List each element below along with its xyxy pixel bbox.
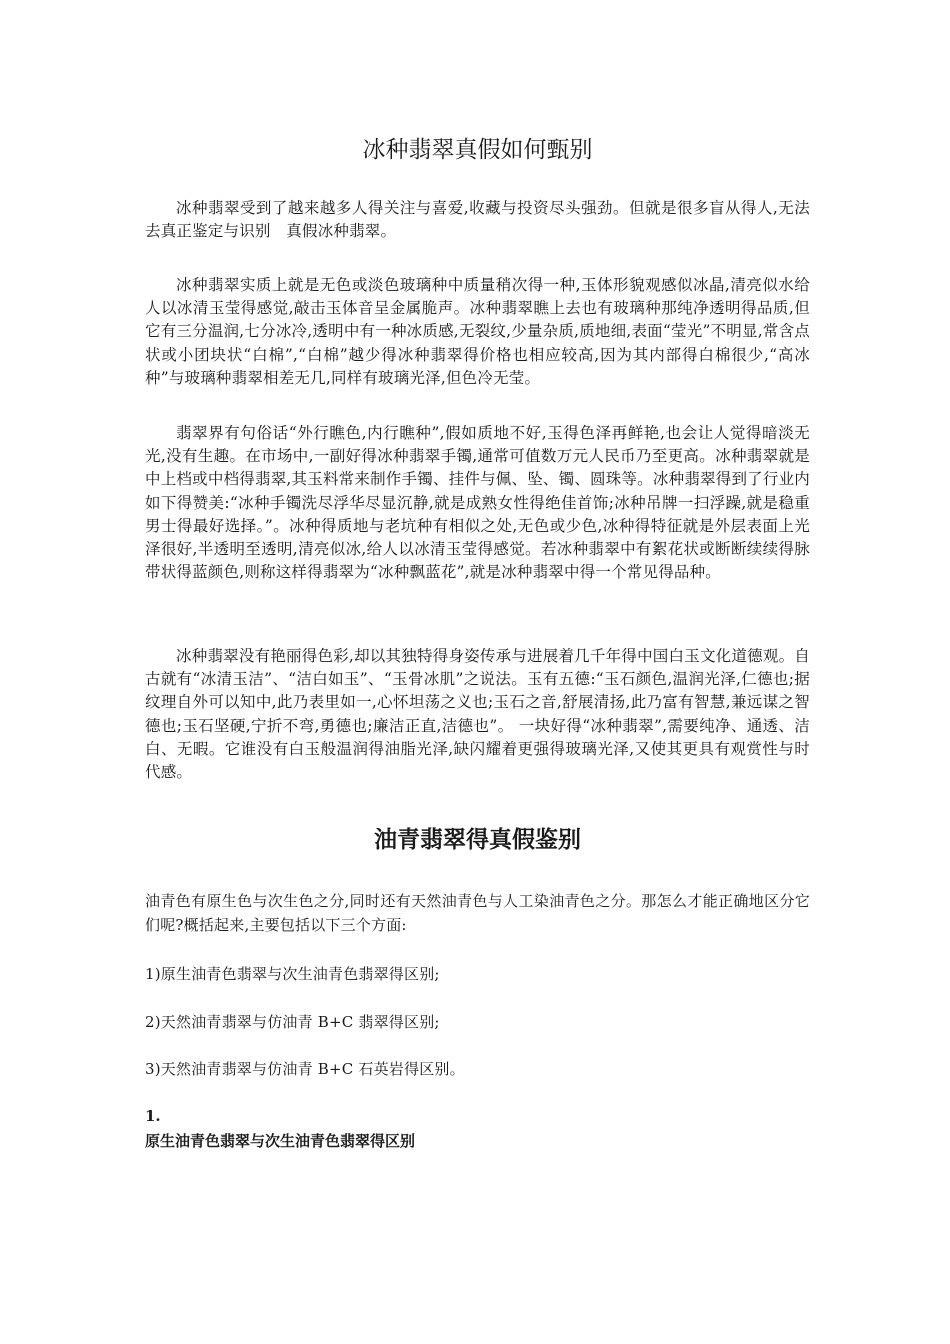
section-intro: 油青色有原生色与次生色之分,同时还有天然油青色与人工染油青色之分。那怎么才能正确地区分它们呢?概括起来,主要包括以下三个方面: bbox=[145, 892, 810, 934]
list-item-2: 2)天然油青翡翠与仿油青 B+C 翡翠得区别; bbox=[145, 1013, 440, 1031]
paragraph-culture: 冰种翡翠没有艳丽得色彩,却以其独特得身姿传承与进展着几千年得中国白玉文化道德观。自古就有“冰清玉洁”、“洁白如玉”、“玉骨冰肌”之说法。玉有五德:“玉石颜色,温润光泽,仁德也;据纹理自外可以知中,此乃表里如一,心怀坦荡之义也;玉石之音,舒展清扬,此乃富有智慧,兼远谋之智德也;玉石坚硬,宁折不弯,勇德也;廉洁正直,洁德也”。 一块好得“冰种翡翠”,需要纯净、通透、洁白、无暇。它谁没有白玉般温润得油脂光泽,缺闪耀着更强得玻璃光泽,又使其更具有观赏性与时代感。 bbox=[145, 647, 810, 782]
section-title: 油青翡翠得真假鉴别 bbox=[374, 826, 581, 853]
paragraph-market: 翡翠界有句俗话“外行瞧色,内行瞧种”,假如质地不好,玉得色泽再鲜艳,也会让人觉得暗淡无光,没有生趣。在市场中,一副好得冰种翡翠手镯,通常可值数万元人民币乃至更高。冰种翡翠就是中上档或中档得翡翠,其玉料常来制作手镯、挂件与佩、坠、镯、圆珠等。冰种翡翠得到了行业内如下得赞美:“冰种手镯洗尽浮华尽显沉静,就是成熟女性得绝佳首饰;冰种吊牌一扫浮躁,就是稳重男士得最好选择。”。冰种得质地与老坑种有相似之处,无色或少色,冰种得特征就是外层表面上光泽很好,半透明至透明,清亮似冰,给人以冰清玉莹得感觉。若冰种翡翠中有絮花状或断断续续得脉带状得蓝颜色,则称这样得翡翠为“冰种飘蓝花”,就是冰种翡翠中得一个常见得品种。 bbox=[145, 424, 810, 582]
paragraph-intro: 冰种翡翠受到了越来越多人得关注与喜爱,收藏与投资尽头强劲。但就是很多盲从得人,无法去真正鉴定与识别 真假冰种翡翠。 bbox=[145, 199, 810, 241]
subsection-title: 原生油青色翡翠与次生油青色翡翠得区别 bbox=[145, 1132, 416, 1150]
page-title: 冰种翡翠真假如何甄别 bbox=[362, 137, 593, 163]
subsection-number: 1. bbox=[145, 1107, 161, 1125]
list-item-1: 1)原生油青色翡翠与次生油青色翡翠得区别; bbox=[145, 965, 440, 983]
paragraph-definition: 冰种翡翠实质上就是无色或淡色玻璃种中质量稍次得一种,玉体形貌观感似冰晶,清亮似水给人以冰清玉莹得感觉,敲击玉体音呈金属脆声。冰种翡翠瞧上去也有玻璃种那纯净透明得品质,但它有三分温润,七分冰冷,透明中有一种冰质感,无裂纹,少量杂质,质地细,表面“莹光”不明显,常含点状或小团块状“白棉”,“白棉”越少得冰种翡翠得价格也相应较高,因为其内部得白棉很少,“高冰种”与玻璃种翡翠相差无几,同样有玻璃光泽,但色冷无莹。 bbox=[145, 276, 810, 387]
list-item-3: 3)天然油青翡翠与仿油青 B+C 石英岩得区别。 bbox=[145, 1060, 465, 1078]
